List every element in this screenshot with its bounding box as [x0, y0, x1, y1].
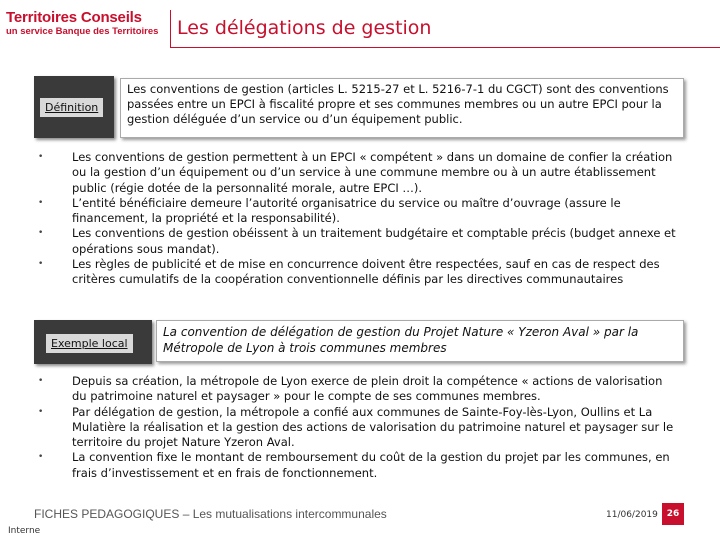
classification-label: Interne — [8, 526, 41, 536]
bullet-icon: • — [38, 406, 44, 417]
example-text: La convention de délégation de gestion du Projet Nature « Yzeron Aval » par la Métropole de Lyon à trois communes membres — [163, 325, 639, 355]
list-item-text: Par délégation de gestion, la métropole a confié aux communes de Sainte-Foy-lès-Lyon, Oullins et La Mulatière la réalisation et la gestion des actions de valorisation du patrimoine naturel et paysager sur le territoire du projet Nature Yzeron Aval. — [72, 404, 674, 450]
list-item — [30, 226, 680, 257]
list-item-text: Depuis sa création, la métropole de Lyon exerce de plein droit la compétence « actions de valorisation du patrimoine naturel et paysager » pour le compte de ses communes membres. — [72, 374, 663, 404]
footer-strong: FICHES PEDAGOGIQUES — [34, 507, 180, 521]
example-tab — [34, 320, 152, 364]
definition-label: Définition — [40, 98, 103, 117]
definition-text-box — [120, 78, 684, 138]
page-title-frame — [170, 10, 720, 48]
bullet-icon: • — [38, 259, 44, 270]
list-item-text: Les conventions de gestion permettent à un EPCI « compétent » dans un domaine de confier la création ou la gestion d’un équipement ou d’un service à une commune membre ou à un autre établissement public (régie dotée de la personnalité morale, autre EPCI …). — [72, 150, 673, 195]
list-item — [30, 196, 680, 227]
list-item-text: La convention fixe le montant de remboursement du coût de la gestion du projet par les communes, en frais d’investissement et en frais de fonctionnement. — [72, 450, 670, 480]
example-text-box — [156, 320, 684, 362]
bullet-icon: • — [38, 376, 44, 386]
page-number: 26 — [662, 503, 684, 525]
list-item — [30, 257, 680, 288]
logo-title: Territoires Conseils — [6, 9, 142, 26]
logo — [6, 10, 166, 37]
list-item-text: L’entité bénéficiaire demeure l’autorité organisatrice du service ou maître d’ouvrage (assure le financement, la propriété et la responsabilité). — [72, 195, 621, 226]
definition-bullet-list — [30, 150, 680, 288]
definition-text: Les conventions de gestion (articles L. 5215-27 et L. 5216-7-1 du CGCT) sont des conventions passées entre un EPCI à fiscalité propre et ses communes membres ou un autre EPCI pour la gestion déléguée d’un service ou d’un équipement public. — [127, 82, 669, 126]
example-label: Exemple local — [46, 334, 133, 353]
logo-subtitle: un service Banque des Territoires — [6, 26, 159, 37]
example-bullet-list — [30, 374, 680, 481]
footer-rest: – Les mutualisations intercommunales — [179, 507, 387, 521]
footer-date: 11/06/2019 — [606, 510, 658, 520]
page-title: Les délégations de gestion — [177, 17, 432, 39]
bullet-icon: • — [38, 452, 44, 463]
list-item — [30, 405, 680, 451]
bullet-icon: • — [38, 197, 44, 208]
bullet-icon: • — [38, 152, 44, 162]
list-item-text: Les conventions de gestion obéissent à un traitement budgétaire et comptable précis (budget annexe et opérations sous mandat). — [72, 226, 676, 256]
footer-title — [34, 507, 387, 521]
list-item-text: Les règles de publicité et de mise en concurrence doivent être respectées, sauf en cas de respect des critères cumulatifs de la coopération conventionnelle définis par les directives communautaires — [72, 257, 660, 287]
list-item — [30, 374, 680, 405]
list-item — [30, 150, 680, 196]
list-item — [30, 450, 680, 481]
definition-tab — [34, 76, 114, 138]
bullet-icon: • — [38, 228, 44, 239]
